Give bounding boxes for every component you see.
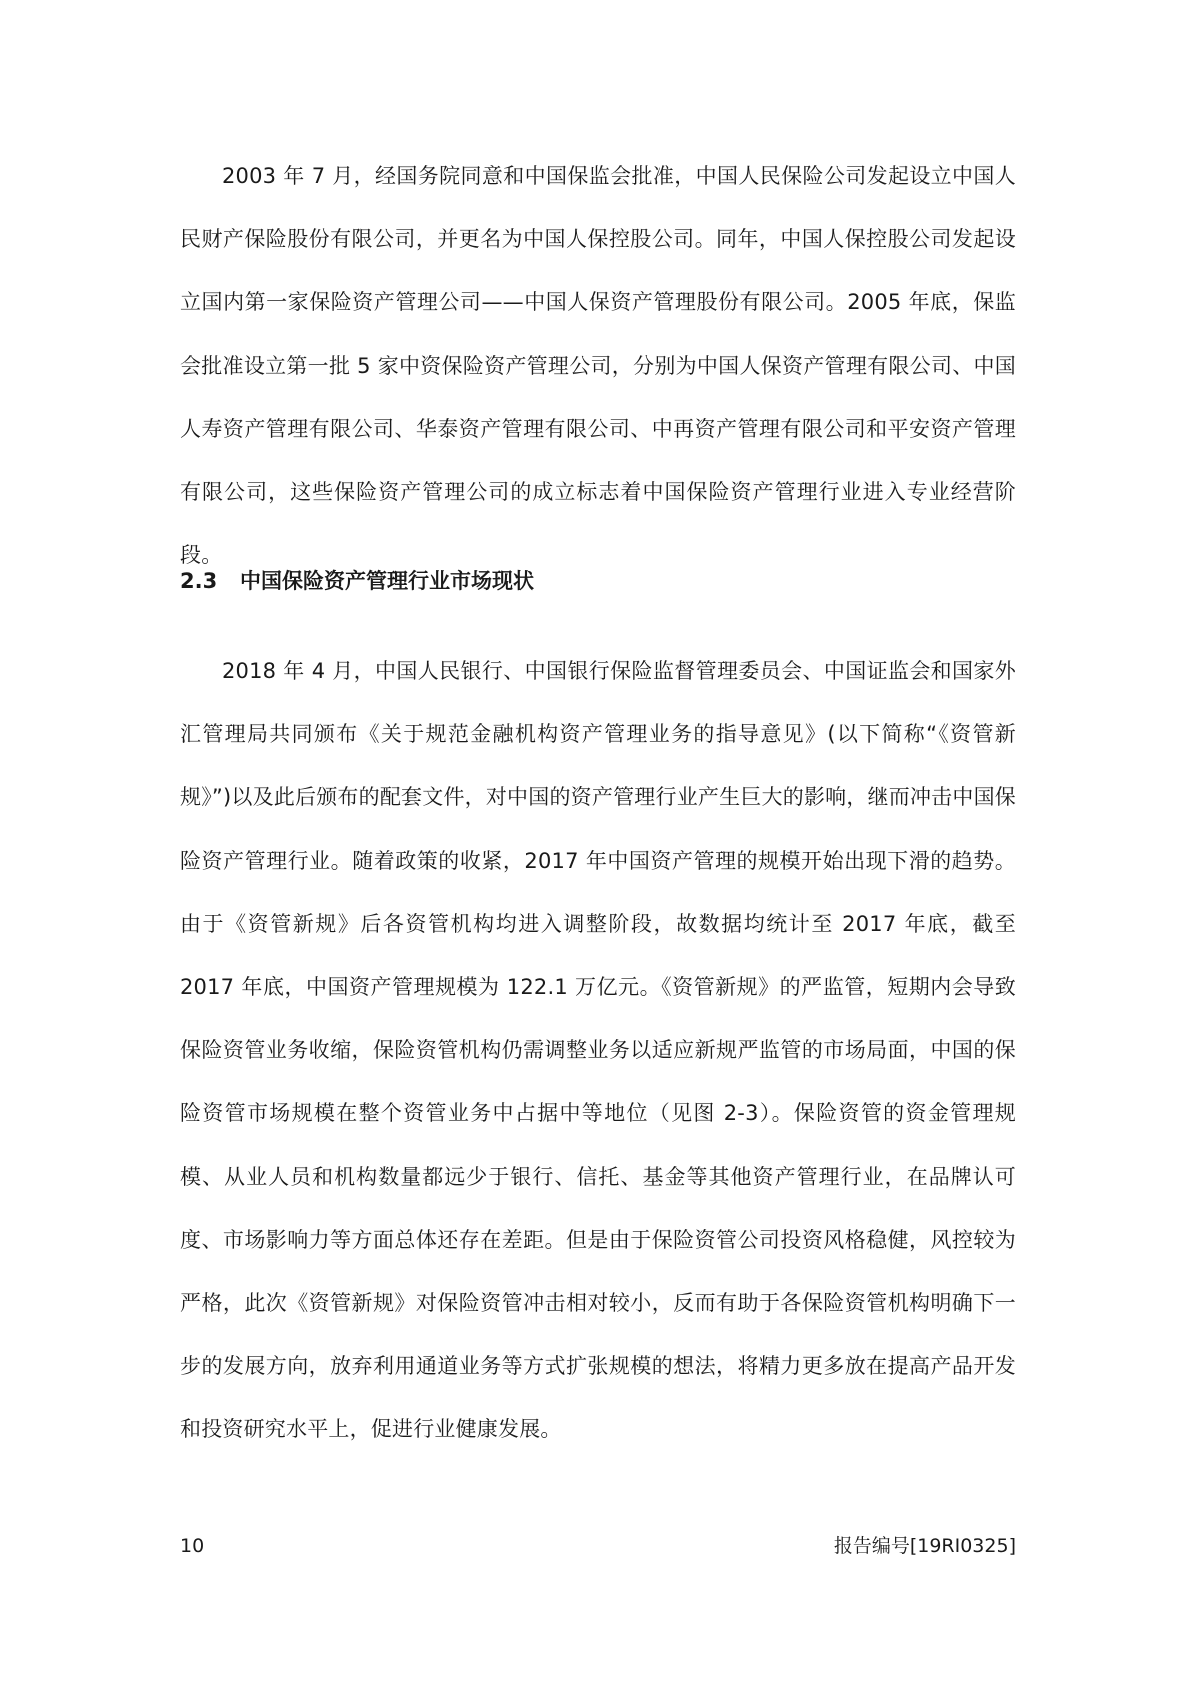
paragraph-history: 2003 年 7 月，经国务院同意和中国保监会批准，中国人民保险公司发起设立中国人民财产保险股份有限公司，并更名为中国人保控股公司。同年，中国人保控股公司发起设立国内第一家保险资产管理公司——中国人保资产管理股份有限公司。2005 年底，保监会批准设立第一批 5 家中资保险资产管理公司，分别为中国人保资产管理有限公司、中国人寿资产管理有限公司、华泰资产管理有限公司、中再资产管理有限公司和平安资产管理有限公司，这些保险资产管理公司的成立标志着中国保险资产管理行业进入专业经营阶段。 xyxy=(180,164,1016,568)
section-number: 2.3 xyxy=(180,569,218,593)
paragraph-market-status: 2018 年 4 月，中国人民银行、中国银行保险监督管理委员会、中国证监会和国家外汇管理局共同颁布《关于规范金融机构资产管理业务的指导意见》(以下简称“《资管新规》”)以及此后颁布的配套文件，对中国的资产管理行业产生巨大的影响，继而冲击中国保险资产管理行业。随着政策的收紧，2017 年中国资产管理的规模开始出现下滑的趋势。由于《资管新规》后各资管机构均进入调整阶段，故数据均统计至 2017 年底，截至 2017 年底，中国资产管理规模为 122.1 万亿元。《资管新规》的严监管，短期内会导致保险资管业务收缩，保险资管机构仍需调整业务以适应新规严监管的市场局面，中国的保险资管市场规模在整个资管业务中占据中等地位（见图 2-3）。保险资管的资金管理规模、从业人员和机构数量都远少于银行、信托、基金等其他资产管理行业，在品牌认可度、市场影响力等方面总体还存在差距。但是由于保险资管公司投资风格稳健，风控较为严格，此次《资管新规》对保险资管冲击相对较小，反而有助于各保险资管机构明确下一步的发展方向，放弃利用通道业务等方式扩张规模的想法，将精力更多放在提高产品开发和投资研究水平上，促进行业健康发展。 xyxy=(180,659,1016,1442)
section-title: 中国保险资产管理行业市场现状 xyxy=(240,569,534,593)
page-number: 10 xyxy=(180,1535,205,1557)
report-id: 报告编号[19RI0325] xyxy=(833,1535,1016,1557)
section-heading xyxy=(180,563,534,599)
